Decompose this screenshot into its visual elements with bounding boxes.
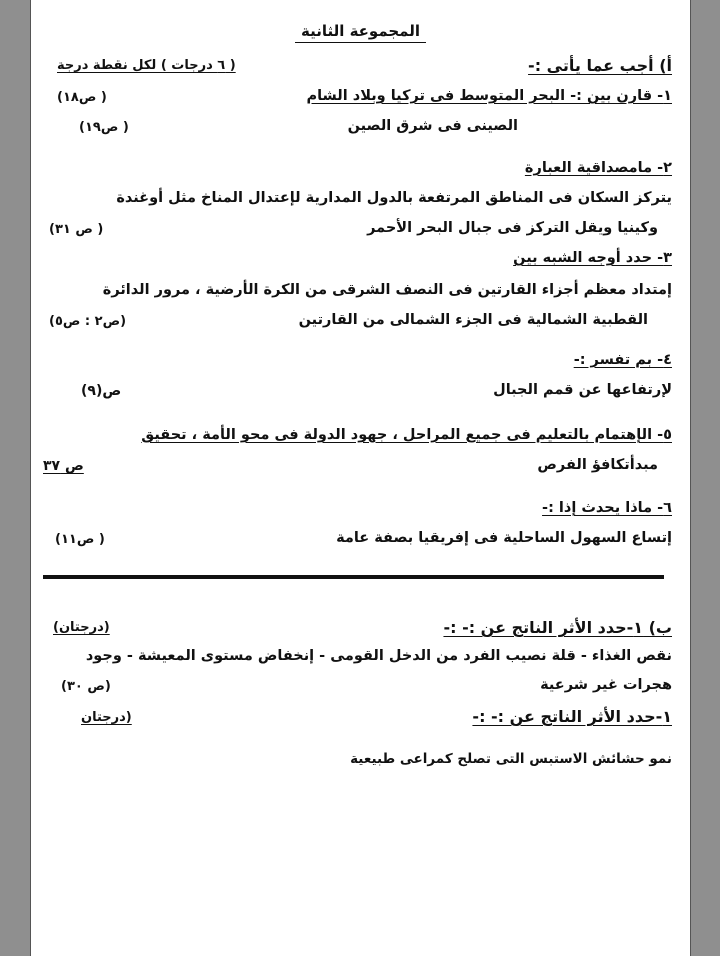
q1-ref1: ( ص١٨) xyxy=(57,90,107,105)
part-b-q2-line1: نمو حشائش الاستبس التى تصلح كمراعى طبيعية xyxy=(350,751,672,767)
section-divider xyxy=(43,575,664,579)
q2-ref: ( ص ٣١) xyxy=(49,222,104,237)
part-b-q1-line2: هجرات غير شرعية xyxy=(540,677,672,693)
q3-line1: إمتداد معظم أجزاء القارتين فى النصف الشرقى من الكرة الأرضية ، مرور الدائرة xyxy=(102,282,672,298)
q1-ref2: ( ص١٩) xyxy=(79,120,129,135)
q5-ref: ص ٣٧ xyxy=(43,458,84,474)
q4-line1: لإرتفاعها عن قمم الجبال xyxy=(493,382,672,398)
q5-line2: مبدأتكافؤ الفرص xyxy=(537,457,658,473)
part-a-heading: أ) أجب عما يأتى :- xyxy=(528,56,672,75)
q6-line1: إتساع السهول الساحلية فى إفريقيا بصفة عامة xyxy=(336,530,672,546)
q2-line2: وكينيا ويقل التركز فى جبال البحر الأحمر xyxy=(367,220,658,236)
q1-line1: ١- قارن بين :- البحر المتوسط فى تركيا وبلاد الشام xyxy=(306,88,672,104)
q6-heading: ٦- ماذا يحدث إذا :- xyxy=(542,500,672,516)
q4-heading: ٤- بم تفسر :- xyxy=(573,352,672,368)
q3-heading: ٣- حدد أوجه الشبه بين xyxy=(513,250,672,266)
q4-ref: ص(٩) xyxy=(81,383,122,399)
q5-line1: ٥- الإهتمام بالتعليم فى جميع المراحل ، جهود الدولة فى محو الأمة ، تحقيق xyxy=(141,427,672,443)
part-b-q1-line1: نقص الغذاء - قلة نصيب الفرد من الدخل القومى - إنخفاض مستوى المعيشة - وجود xyxy=(85,648,672,664)
part-b-q1-grade: (درجتان) xyxy=(53,620,110,635)
part-b-q2-heading: ١-حدد الأثر الناتج عن :- :- xyxy=(472,707,672,726)
section-title: المجموعة الثانية xyxy=(31,22,690,40)
part-a-grade: ( ٦ درجات ) لكل نقطة درجة xyxy=(57,58,236,73)
q6-ref: ( ص١١) xyxy=(55,532,105,547)
exam-page xyxy=(30,0,691,956)
q1-line2: الصينى فى شرق الصين xyxy=(347,118,518,134)
q2-line1: يتركز السكان فى المناطق المرتفعة بالدول المدارية لإعتدال المناخ مثل أوغندة xyxy=(116,190,672,206)
part-b-q1-heading: ب) ١-حدد الأثر الناتج عن :- :- xyxy=(443,618,672,637)
q2-heading: ٢- مامصداقية العبارة xyxy=(524,160,672,176)
part-b-q1-ref: (ص ٣٠) xyxy=(61,679,111,694)
q3-ref: (ص٢ : ص٥) xyxy=(49,314,127,329)
q3-line2: القطبية الشمالية فى الجزء الشمالى من القارتين xyxy=(298,312,648,328)
part-b-q2-grade: (درجتان xyxy=(81,710,132,725)
